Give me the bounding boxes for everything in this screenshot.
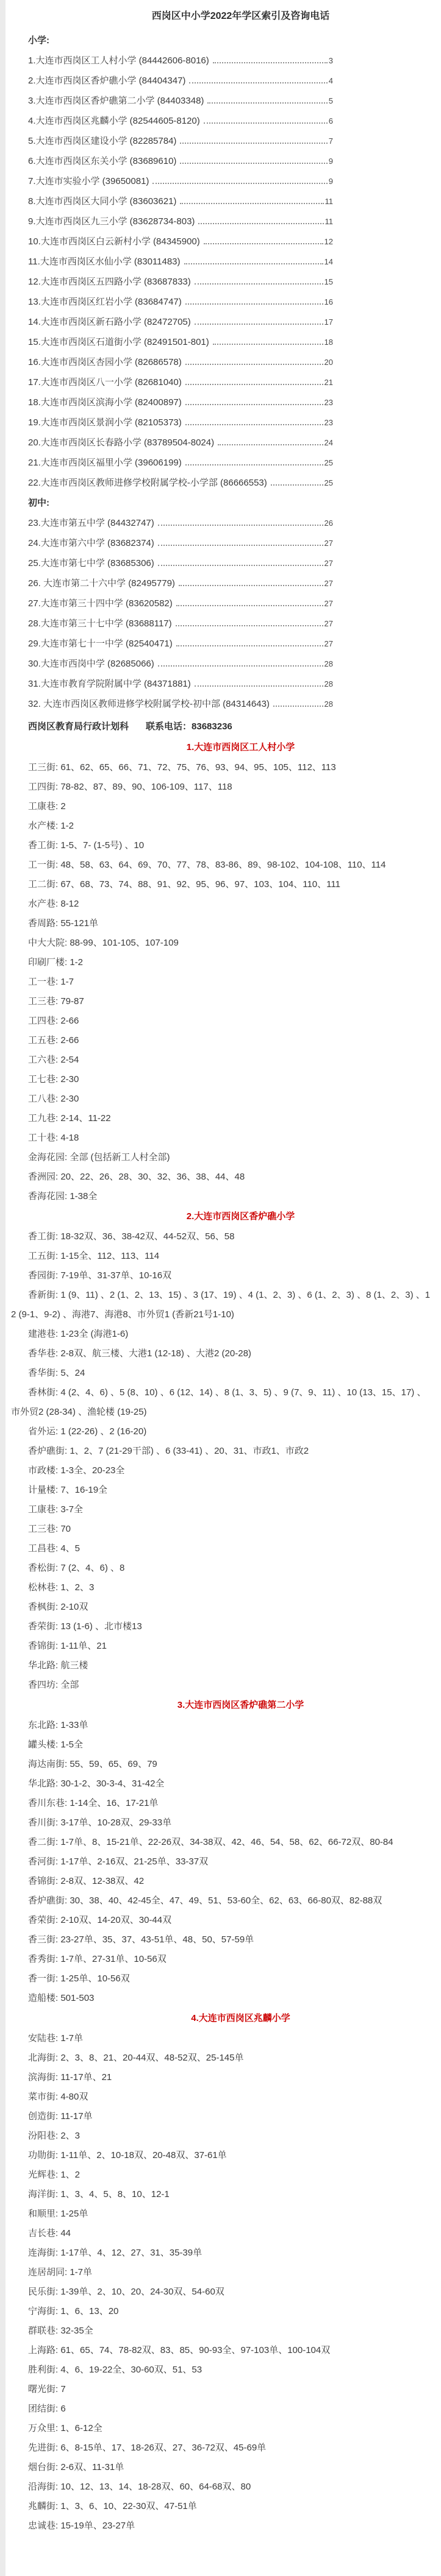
street-entry: 工八巷: 2-30 — [28, 1094, 79, 1104]
toc-dot-leader — [189, 82, 327, 83]
toc-item-label: 26. 大连市第二十六中学 (82495779) — [28, 578, 175, 589]
street-entry: 华北路: 30-1-2、30-3-4、31-42全 — [28, 1778, 165, 1789]
toc-item — [28, 191, 333, 211]
toc-item — [28, 272, 333, 292]
toc-item — [28, 674, 333, 694]
toc-page-number: 18 — [324, 338, 333, 347]
toc-page-number: 24 — [324, 438, 333, 447]
toc-dot-leader — [198, 223, 323, 224]
toc-item-label: 1.大连市西岗区工人村小学 (84442606-8016) — [28, 55, 209, 66]
toc-page-number: 28 — [324, 679, 333, 688]
toc-dot-leader — [185, 404, 323, 405]
toc-item — [28, 453, 333, 473]
street-entry: 工十巷: 4-18 — [28, 1133, 79, 1143]
street-entry: 光辉巷: 1、2 — [28, 2170, 81, 2180]
toc-page-number: 11 — [324, 217, 333, 226]
street-entry: 东北路: 1-33单 — [28, 1720, 88, 1730]
toc-dot-leader — [180, 203, 323, 204]
toc-item — [28, 654, 333, 674]
toc-item — [28, 533, 333, 553]
toc-item — [28, 131, 333, 151]
street-entry: 工五街: 1-15全、112、113、114 — [28, 1251, 160, 1261]
street-entry: 市政楼: 1-3全、20-23全 — [28, 1465, 125, 1476]
admin-phone: 联系电话：83683236 — [146, 721, 232, 732]
toc-dot-leader — [213, 62, 328, 63]
toc-page-number: 11 — [324, 197, 333, 206]
street-entry: 工康巷: 3-7全 — [28, 1504, 84, 1515]
toc-dot-leader — [185, 464, 323, 465]
street-entry: 兆麟街: 1、3、6、10、22-30双、47-51单 — [28, 2501, 197, 2511]
toc-item-label: 15.大连市西岗区石道街小学 (82491501-801) — [28, 337, 209, 347]
street-entry: 省外运: 1 (22-26) 、2 (16-20) — [28, 1426, 147, 1437]
toc-item-label: 20.大连市西岗区长春路小学 (83789504-8024) — [28, 437, 215, 448]
toc-dot-leader — [195, 324, 323, 325]
toc-item-label: 21.大连市西岗区福里小学 (39606199) — [28, 458, 182, 468]
page-title: 西岗区中小学2022年学区索引及咨询电话 — [151, 11, 330, 21]
toc-item — [28, 513, 333, 533]
street-entry: 万众里: 1、6-12全 — [28, 2423, 102, 2433]
toc-page-number: 27 — [324, 639, 333, 648]
street-entry: 华北路: 航三楼 — [28, 1660, 88, 1671]
toc-item-label: 24.大连市第六中学 (83682374) — [28, 538, 154, 548]
street-entry: 安陆巷: 1-7单 — [28, 2033, 84, 2043]
toc-item — [28, 252, 333, 272]
street-entry: 水产楼: 1-2 — [28, 821, 74, 831]
street-entry: 松林巷: 1、2、3 — [28, 1582, 95, 1593]
street-entry: 吉长巷: 44 — [28, 2228, 71, 2238]
toc-item-label: 7.大连市实验小学 (39650081) — [28, 176, 149, 186]
toc-dot-leader — [207, 102, 327, 104]
toc-item-label: 12.大连市西岗区五四路小学 (83687833) — [28, 277, 191, 287]
toc-dot-leader — [180, 163, 327, 164]
street-entry: 海达南街: 55、59、65、69、79 — [28, 1759, 157, 1769]
toc-dot-leader — [180, 143, 327, 144]
toc-dot-leader — [158, 545, 323, 546]
street-entry: 和顺里: 1-25单 — [28, 2209, 88, 2219]
toc-item-label: 9.大连市西岗区九三小学 (83628734-803) — [28, 216, 195, 227]
street-entry: 香河街: 1-17单、2-16双、21-25单、33-37双 — [28, 1856, 209, 1867]
school-section-title: 3.大连市西岗区香炉礁第二小学 — [177, 1700, 304, 1710]
toc-page-number: 4 — [328, 76, 333, 85]
street-entry: 香秀街: 1-7单、27-31单、10-56双 — [28, 1954, 167, 1964]
toc-item-label: 17.大连市西岗区八一小学 (82681040) — [28, 377, 182, 387]
toc-item-label: 30.大连市西岗中学 (82685066) — [28, 659, 154, 669]
toc-page-number: 25 — [324, 478, 333, 487]
street-entry: 宁海街: 1、6、13、20 — [28, 2306, 119, 2316]
toc-page-number: 21 — [324, 378, 333, 387]
school-section-title: 1.大连市西岗区工人村小学 — [186, 742, 295, 752]
toc-dot-leader — [204, 243, 323, 244]
toc-item — [28, 292, 333, 312]
street-entry: 先进街: 6、8-15单、17、18-26双、27、36-72双、45-69单 — [28, 2443, 267, 2453]
toc-dot-leader — [195, 685, 323, 687]
toc-page-number: 28 — [324, 699, 333, 709]
street-entry: 滨海街: 11-17单、21 — [28, 2072, 112, 2082]
street-entry: 香川街: 3-17单、10-28双、29-33单 — [28, 1817, 172, 1828]
toc-page-number: 3 — [328, 56, 333, 65]
toc-dot-leader — [152, 183, 327, 184]
street-entry: 印刷厂楼: 1-2 — [28, 957, 84, 968]
street-entry: 民乐街: 1-39单、2、10、20、24-30双、54-60双 — [28, 2287, 224, 2297]
toc-dot-leader — [158, 525, 323, 526]
street-entry: 北海街: 2、3、8、21、20-44双、48-52双、25-145单 — [28, 2053, 244, 2063]
street-entry: 工九巷: 2-14、11-22 — [28, 1113, 111, 1123]
toc-page-number: 23 — [324, 398, 333, 407]
toc-page-number: 7 — [328, 136, 333, 146]
toc-section-label: 小学: — [28, 35, 49, 46]
toc-item — [28, 694, 333, 714]
admin-department: 西岗区教育局行政计划科 — [28, 721, 129, 732]
toc-item-label: 10.大连市西岗区白云新村小学 (84345900) — [28, 236, 200, 247]
toc-item-label: 3.大连市西岗区香炉礁第二小学 (84403348) — [28, 96, 204, 106]
toc-dot-leader — [176, 605, 323, 606]
street-entry: 香荣街: 13 (1-6) 、北市楼13 — [28, 1621, 142, 1632]
toc-dot-leader — [271, 484, 323, 486]
street-entry: 工七巷: 2-30 — [28, 1074, 79, 1085]
toc-page-number: 9 — [328, 177, 333, 186]
toc-page-number: 15 — [324, 277, 333, 286]
street-entry: 工三巷: 70 — [28, 1524, 71, 1534]
toc-item-label: 5.大连市西岗区建设小学 (82285784) — [28, 136, 177, 146]
school-section-title: 4.大连市西岗区兆麟小学 — [191, 2013, 290, 2023]
street-entry: 香园街: 7-19单、31-37单、10-16双 — [28, 1270, 172, 1281]
toc-item — [28, 312, 333, 332]
street-entry: 香枫街: 2-10双 — [28, 1602, 88, 1612]
street-entry: 工五巷: 2-66 — [28, 1035, 79, 1046]
street-entry: 香荣街: 2-10双、14-20双、30-44双 — [28, 1915, 172, 1925]
toc-item — [28, 433, 333, 453]
toc-dot-leader — [185, 424, 323, 425]
toc-dot-leader — [185, 303, 323, 305]
street-entry: 功勋街: 1-11单、2、10-18双、20-48双、37-61单 — [28, 2150, 227, 2160]
street-entry: 沿海街: 10、12、13、14、18-28双、60、64-68双、80 — [28, 2482, 251, 2492]
street-entry: 工六巷: 2-54 — [28, 1055, 79, 1065]
toc-page-number: 27 — [324, 599, 333, 608]
toc-item — [28, 171, 333, 191]
street-entry: 香林街: 4 (2、4、6) 、5 (8、10) 、6 (12、14) 、8 (1、3、5) 、9 (7、9、11) 、10 (13、15、17) 、市外贸2 (28-34) 、渔轮楼 (19-25) — [11, 1387, 426, 1417]
toc-page-number: 25 — [324, 458, 333, 467]
street-entry: 工四巷: 2-66 — [28, 1016, 79, 1026]
street-entry: 工一巷: 1-7 — [28, 977, 74, 987]
toc-page-number: 27 — [324, 619, 333, 628]
toc-item-label: 8.大连市西岗区大同小学 (83603621) — [28, 196, 177, 207]
toc-item — [28, 392, 333, 412]
toc-item-label: 32. 大连市西岗区教师进修学校附属学校-初中部 (84314643) — [28, 699, 270, 709]
toc-page-number: 20 — [324, 358, 333, 367]
toc-page-number: 23 — [324, 418, 333, 427]
street-entry: 香二街: 1-7单、8、15-21单、22-26双、34-38双、42、46、54、58、62、66-72双、80-84 — [28, 1837, 393, 1847]
toc-item — [28, 71, 333, 91]
street-entry: 香工街: 18-32双、36、38-42双、44-52双、56、58 — [28, 1231, 235, 1242]
street-entry: 工三街: 61、62、65、66、71、72、75、76、93、94、95、105、112、113 — [28, 762, 336, 773]
toc-item — [28, 211, 333, 232]
toc-page-number: 27 — [324, 539, 333, 548]
street-entry: 香川东巷: 1-14全、16、17-21单 — [28, 1798, 159, 1808]
street-entry: 计量楼: 7、16-19全 — [28, 1485, 108, 1495]
toc-page-number: 27 — [324, 579, 333, 588]
toc-item-label: 13.大连市西岗区红岩小学 (83684747) — [28, 297, 182, 307]
toc-item-label: 14.大连市西岗区新石路小学 (82472705) — [28, 317, 191, 327]
street-entry: 群联巷: 32-35全 — [28, 2326, 93, 2336]
toc-item-label: 6.大连市西岗区东关小学 (83689610) — [28, 156, 177, 166]
table-of-contents — [11, 30, 437, 714]
toc-page-number: 28 — [324, 659, 333, 668]
street-entry: 香四坊: 全部 — [28, 1680, 79, 1690]
street-entry: 胜利街: 4、6、19-22全、30-60双、51、53 — [28, 2365, 203, 2375]
street-entry: 香三街: 23-27单、35、37、43-51单、48、50、57-59单 — [28, 1934, 254, 1945]
street-entry: 连海街: 1-17单、4、12、27、31、35-39单 — [28, 2248, 203, 2258]
toc-page-number: 17 — [324, 317, 333, 327]
toc-item — [28, 51, 333, 71]
toc-item — [28, 232, 333, 252]
street-entry: 水产巷: 8-12 — [28, 899, 79, 909]
toc-dot-leader — [195, 283, 323, 285]
toc-item-label: 31.大连市教育学院附属中学 (84371881) — [28, 679, 191, 689]
street-entry: 曙光街: 7 — [28, 2384, 66, 2394]
street-entry: 香锦街: 1-11单、21 — [28, 1641, 107, 1651]
toc-dot-leader — [213, 344, 323, 345]
toc-item — [28, 614, 333, 634]
toc-item — [28, 593, 333, 614]
toc-dot-leader — [176, 625, 323, 626]
street-entry: 罐头楼: 1-5全 — [28, 1739, 84, 1750]
toc-item-label: 28.大连市第三十七中学 (83688117) — [28, 618, 172, 629]
toc-section-label: 初中: — [28, 498, 49, 508]
street-entry: 工昌巷: 4、5 — [28, 1543, 81, 1554]
street-entry: 造船楼: 501-503 — [28, 1993, 95, 2003]
toc-item-label: 16.大连市西岗区杏园小学 (82686578) — [28, 357, 182, 367]
toc-page-number: 27 — [324, 559, 333, 568]
street-entry: 中大大院: 88-99、101-105、107-109 — [28, 938, 179, 948]
street-entry: 工康巷: 2 — [28, 801, 66, 812]
toc-page-number: 14 — [324, 257, 333, 266]
street-entry: 香松街: 7 (2、4、6) 、8 — [28, 1563, 125, 1573]
street-entry: 工四街: 78-82、87、89、90、106-109、117、118 — [28, 782, 232, 792]
street-entry: 香周路: 55-121单 — [28, 918, 99, 929]
street-entry: 工一街: 48、58、63、64、69、70、77、78、83-86、89、98-102、104-108、110、114 — [28, 860, 386, 870]
street-entry: 连居胡同: 1-7单 — [28, 2267, 93, 2277]
toc-dot-leader — [184, 263, 323, 264]
street-entry: 菜市街: 4-80双 — [28, 2092, 88, 2102]
toc-dot-leader — [218, 444, 323, 445]
street-entry: 工二街: 67、68、73、74、88、91、92、95、96、97、103、104、110、111 — [28, 879, 340, 890]
toc-item-label: 25.大连市第七中学 (83685306) — [28, 558, 154, 568]
toc-dot-leader — [176, 645, 323, 646]
street-entry: 香华巷: 2-8双、航三楼、大港1 (12-18) 、大港2 (20-28) — [28, 1348, 251, 1359]
street-entry: 上海路: 61、65、74、78-82双、83、85、90-93全、97-103单、100-104双 — [28, 2345, 331, 2355]
toc-item-label: 29.大连市第七十一中学 (82540471) — [28, 639, 173, 649]
toc-item — [28, 332, 333, 352]
street-entry: 烟台街: 2-6双、11-31单 — [28, 2462, 124, 2472]
street-entry: 香华街: 5、24 — [28, 1368, 85, 1378]
toc-item-label: 19.大连市西岗区景润小学 (82105373) — [28, 417, 182, 428]
toc-item — [28, 412, 333, 433]
toc-item-label: 27.大连市第三十四中学 (83620582) — [28, 598, 173, 609]
toc-dot-leader — [158, 565, 323, 566]
street-entry: 金海花园: 全部 (包括新工人村全部) — [28, 1152, 170, 1162]
toc-item — [28, 473, 333, 493]
toc-item — [28, 91, 333, 111]
toc-item — [28, 372, 333, 392]
toc-dot-leader — [273, 706, 323, 707]
admin-contact-line — [28, 717, 437, 737]
street-entry: 工三巷: 79-87 — [28, 996, 84, 1007]
toc-dot-leader — [158, 665, 323, 667]
street-entry: 香锦街: 2-8双、12-38双、42 — [28, 1876, 145, 1886]
toc-item — [28, 553, 333, 573]
toc-item-label: 2.大连市西岗区香炉礁小学 (84404347) — [28, 76, 186, 86]
street-entry: 香炉礁街: 30、38、40、42-45全、47、49、51、53-60全、62、63、66-80双、82-88双 — [28, 1895, 382, 1906]
street-entry: 创造街: 11-17单 — [28, 2111, 93, 2121]
toc-item-label: 4.大连市西岗区兆麟小学 (82544605-8120) — [28, 116, 200, 126]
toc-item — [28, 634, 333, 654]
toc-item — [28, 352, 333, 372]
street-entry: 汾阳巷: 2、3 — [28, 2131, 81, 2141]
toc-item-label: 23.大连市第五中学 (84432747) — [28, 518, 154, 528]
school-district-sections — [11, 737, 437, 2536]
toc-item-label: 18.大连市西岗区滨海小学 (82400897) — [28, 397, 182, 408]
street-entry: 香一街: 1-25单、10-56双 — [28, 1973, 130, 1984]
toc-page-number: 12 — [324, 237, 333, 246]
street-entry: 香工街: 1-5、7- (1-5号) 、10 — [28, 840, 145, 851]
school-section-title: 2.大连市西岗区香炉礁小学 — [186, 1211, 295, 1222]
toc-dot-leader — [185, 364, 323, 365]
toc-dot-leader — [204, 122, 328, 124]
toc-item — [28, 111, 333, 131]
toc-item-label: 22.大连市西岗区教师进修学校附属学校-小学部 (86666553) — [28, 478, 267, 488]
street-entry: 建港巷: 1-23全 (海港1-6) — [28, 1329, 129, 1339]
street-entry: 海洋街: 1、3、4、5、8、10、12-1 — [28, 2189, 170, 2199]
toc-page-number: 26 — [324, 518, 333, 528]
toc-page-number: 6 — [328, 116, 333, 126]
toc-item-label: 11.大连市西岗区水仙小学 (83011483) — [28, 257, 181, 267]
street-entry: 香炉礁街: 1、2、7 (21-29干部) 、6 (33-41) 、20、31、市政1、市政2 — [28, 1446, 309, 1456]
street-entry: 香洲园: 20、22、26、28、30、32、36、38、44、48 — [28, 1172, 245, 1182]
toc-page-number: 5 — [328, 96, 333, 105]
toc-dot-leader — [179, 585, 323, 586]
toc-page-number: 16 — [324, 297, 333, 306]
toc-item — [28, 573, 333, 593]
street-entry: 忠诚巷: 15-19单、23-27单 — [28, 2521, 135, 2531]
street-entry: 香新街: 1 (9、11) 、2 (1、2、13、15) 、3 (17、19) 、4 (1、2、3) 、6 (1、2、3) 、8 (1、2、3) 、12 (9-1、9-2) 、海港7、海港8、市外贸1 (香新21号1-10) — [11, 1290, 431, 1320]
toc-dot-leader — [185, 384, 323, 385]
toc-item — [28, 151, 333, 171]
street-entry: 香海花园: 1-38全 — [28, 1191, 98, 1201]
toc-page-number: 9 — [328, 157, 333, 166]
street-entry: 团结街: 6 — [28, 2404, 66, 2414]
